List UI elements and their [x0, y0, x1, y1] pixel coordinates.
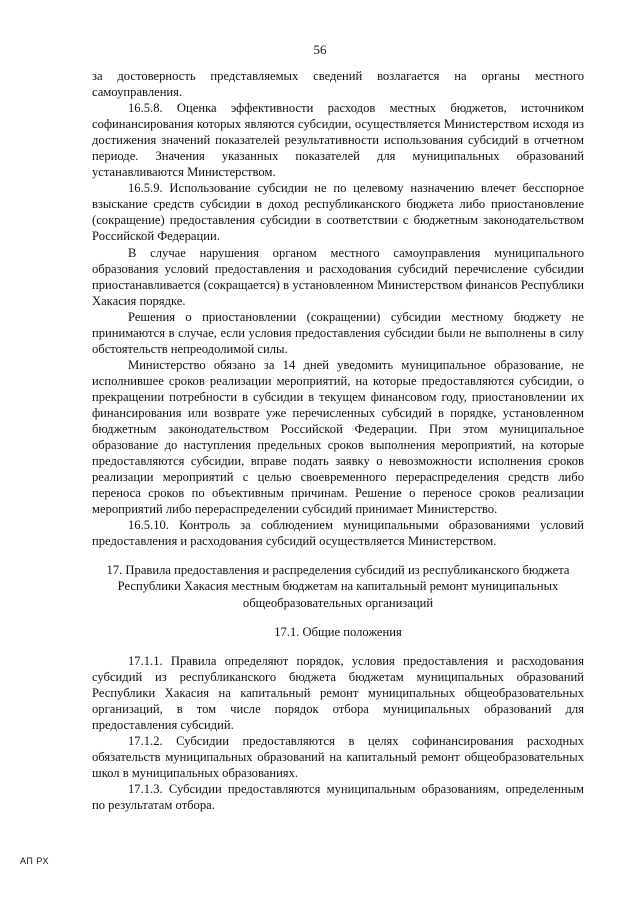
paragraph-decisions: Решения о приостановлении (сокращении) субсидии местному бюджету не принимаются в случае, если условия предоставления субсидии были не выполнены в силу обстоятельств непреодолимой силы.: [92, 309, 584, 356]
paragraph-17-1-1: 17.1.1. Правила определяют порядок, условия предоставления и расходования субсидий из республиканского бюджета бюджетам муниципальных образований Республики Хакасия на капитальный ремонт муниципальных общеобразовательных организаций, в том числе порядок отбора муниципальных образований для предоставления субсидий.: [92, 653, 584, 732]
paragraph-continuation: за достоверность представляемых сведений возлагается на органы местного самоуправления.: [92, 69, 584, 100]
page-number: 56: [313, 42, 327, 57]
spacer: [92, 640, 584, 653]
spacer: [92, 549, 584, 562]
subsection-title: 17.1. Общие положения: [274, 624, 402, 639]
section-title: 17. Правила предоставления и распределения субсидий из республиканского бюджета Республики Хакасия местным бюджетам на капитальный ремонт муниципальных общеобразовательных организаций: [106, 563, 570, 610]
paragraph-16-5-8: 16.5.8. Оценка эффективности расходов местных бюджетов, источником софинансирования которых являются субсидии, осуществляется Министерством исходя из достижения значений показателей результативности использования субсидий в отчетном периоде. Значения указанных показателей для муниципальных образований устанавливаются Министерством.: [92, 101, 584, 180]
paragraph-ministry-notice: Министерство обязано за 14 дней уведомить муниципальное образование, не исполнившее сроков реализации мероприятий, на которые предоставляются субсидии, о прекращении потребности в субсидии в текущем финансовом году, приостановлении их финансирования или возврате уже перечисленных субсидий в порядке, установленном бюджетным законодательством Российской Федерации. При этом муниципальное образование до наступления предельных сроков выполнения мероприятий, на которые предоставляются субсидии, вправе подать заявку о невозможности исполнения сроков реализации мероприятий с целью своевременного перераспределения средств либо переноса сроков по объективным причинам. Решение о переносе сроков реализации мероприятий либо перераспределении субсидий принимает Министерство.: [92, 357, 584, 517]
paragraph-17-1-2: 17.1.2. Субсидии предоставляются в целях софинансирования расходных обязательств муниципальных образований на капитальный ремонт общеобразовательных школ в муниципальных образованиях.: [92, 733, 584, 780]
footer-stamp: АП РХ: [20, 856, 49, 866]
paragraph-16-5-10: 16.5.10. Контроль за соблюдением муниципальными образованиями условий предоставления и расходования субсидий осуществляется Министерством.: [92, 518, 584, 549]
paragraph-17-1-3: 17.1.3. Субсидии предоставляются муниципальным образованиям, определенным по результатам отбора.: [92, 781, 584, 813]
paragraph-violation: В случае нарушения органом местного самоуправления муниципального образования условий предоставления и расходования субсидий перечисление субсидии приостанавливается (сокращается) в установленном Министерством финансов Республики Хакасия порядке.: [92, 245, 584, 308]
document-body: [92, 68, 584, 813]
spacer: [92, 611, 584, 624]
paragraph-16-5-9: 16.5.9. Использование субсидии не по целевому назначению влечет бесспорное взыскание средств субсидии в доход республиканского бюджета либо приостановление (сокращение) предоставления субсидии в соответствии с бюджетным законодательством Российской Федерации.: [92, 181, 584, 244]
